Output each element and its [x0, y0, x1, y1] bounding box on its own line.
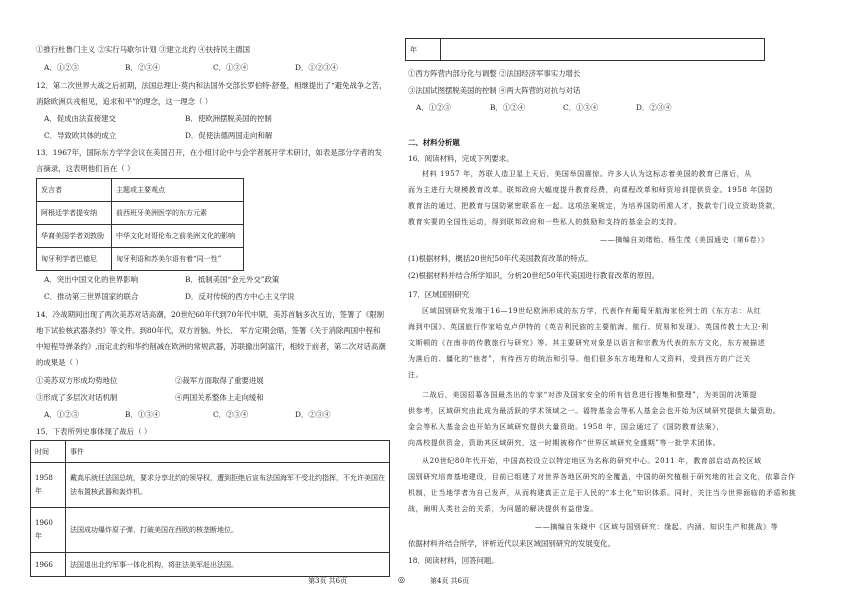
q17-para2-line4: 向高校提供资金，资助其区域研究，这一时期被称作“世界区域研究全盛期”等一批学术团体。: [408, 439, 721, 447]
q15-event-1966: 法国退出北约军事一体化机构，将驻法美军赶出法国。: [66, 553, 390, 577]
q15-table-continued: [405, 38, 765, 61]
binding-mark-icon: ◎: [398, 575, 405, 584]
q17-para1-line4: 为落后的、僵化的“他者”，有待西方的统治和引导。他们很多东方地理和人文资料，受到西方的广泛关: [408, 355, 751, 363]
q16-material-line1: 材料 1957 年，苏联人造卫星上天后，美国举国震惊。许多人认为这标志着美国的教育已落后，从: [422, 170, 752, 178]
q17-stem: 17．区域国别研究: [408, 290, 470, 299]
q16-material-line2: 而为主进行大规模教育改革。联邦政府大幅度提升教育经费，向课程改革和师资培训提供资金。1958 年国防: [408, 186, 774, 194]
q16-requirement-1: (1)根据材料，概括20世纪50年代美国教育改革的特点。: [408, 254, 593, 263]
q17-source: ——摘编自朱晓中《区域与国别研究：缘起、内涵、知识生产和挑战》等: [535, 523, 779, 531]
q11-choice-c: C．①③④: [213, 63, 249, 72]
q13-header-speaker: 发言者: [37, 179, 112, 202]
q13-cell: 中华文化对哥伦布之前美洲文化的影响: [112, 225, 244, 248]
q11-options: ①推行杜鲁门主义 ②实行马歇尔计划 ③建立北约 ④扶持民主德国: [36, 45, 250, 54]
q17-para1-line1: 区域国别研究发端于16—19世纪欧洲形成的东方学，代表作有葡萄牙航海家伦列士的《东方志：从红: [422, 307, 762, 315]
q13-cell: 华裔美国学者刘敦励: [37, 225, 112, 248]
q14-option-3: ③形成了多层次对话机制: [36, 393, 118, 402]
q15-table: [30, 440, 390, 577]
right-page: [408, 0, 860, 608]
q14-choice-c: C．②③④: [213, 410, 249, 419]
footer-page-3: 第3页 共6页: [308, 577, 348, 585]
q16-requirement-2: (2)根据材料并结合所学知识，分析20世纪50年代美国进行教育改革的原因。: [408, 271, 659, 280]
q14-option-1: ①美苏双方形成均势地位: [36, 376, 118, 385]
q15-choice-a: A．①②③: [416, 103, 451, 112]
q13-table: [36, 178, 244, 271]
q13-cell: 前西班牙美洲医学的东方元素: [112, 202, 244, 225]
q15-choice-c: C．①③④: [563, 103, 599, 112]
footer-page-4: 第4页 共6页: [430, 577, 470, 585]
q16-material-line4: 教育实要的全国性运动，得到联邦政府和一些私人的鼓励和支持的基金会的支持。: [408, 218, 682, 226]
q11-choice-d: D．①②③④: [295, 63, 338, 72]
q13-cell: 阿根廷学者提安纳: [37, 202, 112, 225]
q17-para3-line3: 机制，让当地学者为自己发声，从而构建真正立足于人民的“本土化”知识体系。同时，关注当今世界面临的矛盾和挑: [408, 489, 797, 497]
q16-source: ——摘编自刘绪贻、杨生茂《美国通史（第6卷）》: [600, 236, 769, 244]
q11-choice-a: A．①②③: [44, 63, 79, 72]
q17-requirement: 依据材料并结合所学，评析近代以来区域国别研究的发展变化。: [408, 539, 615, 548]
q13-choice-b: B．抵制美国“金元外交”政策: [185, 275, 280, 284]
q17-para1-line3: 文斯顿的《在南非的传教旅行与研究》等。其主要研究对象是以语言和宗教为代表的东方文化，东方被描述: [408, 339, 766, 347]
q13-stem-line1: 13．1967年，国际东方学学会议在美国召开，在小组讨论中与会学者展开学术研讨，如表是部分学者的发: [36, 148, 383, 157]
q15-header-event: 事件: [66, 441, 390, 463]
q18-stem: 18．阅读材料，回答问题。: [408, 556, 499, 565]
q17-para2-line3: 金会等私人基金会也开始为区域研究提供大量资助。1958 年，国会通过了《国防教育法案》，: [408, 423, 724, 431]
q15-year-1958: 1958 年: [31, 463, 66, 508]
q15-options-line1: ①西方阵营内部分化与调整 ②法国经济军事实力增长: [408, 69, 581, 78]
q13-choice-a: A．突出中国文化的世界影响: [44, 275, 139, 284]
section-title-material-analysis: 二、材料分析题: [408, 138, 460, 147]
q14-stem-line1: 14．冷战期间出现了两次美苏对话高潮，20世纪60年代到70年代中期，美苏首脑多次互访，签署了《限制: [36, 310, 385, 319]
q13-cell: 匈牙利语和苏美尔语有着“同一性”: [112, 248, 244, 271]
q12-choice-b: B．使欧洲摆脱美国的控制: [185, 114, 272, 123]
q13-header-topic: 主题或主要观点: [112, 179, 244, 202]
q16-stem: 16．阅读材料，完成下列要求。: [408, 154, 514, 163]
q15-continued-empty: [441, 39, 765, 61]
q17-para2-line1: 二战后，美国招募各国最杰出的专家“对涉及国家安全的所有信息进行搜集和整理”，为美国的决策提: [422, 391, 758, 399]
q15-continued-year: 年: [406, 39, 441, 61]
q15-choice-d: D．②③④: [636, 103, 672, 112]
q12-choice-d: D．促使法德两国走向和解: [185, 131, 273, 140]
q14-stem-line3: 中短程导弹条约》,而定北约和华约削减在欧洲的常规武器，苏联撤出阿富汗，相较于前者，第二次对话高潮: [36, 342, 386, 351]
q12-stem-line1: 12．第二次世界大战之后初期，法国总理让·莫内和法国外交部长罗伯特·舒曼，相继提出了“避免战争之苦，: [36, 81, 387, 90]
q15-choice-b: B．①②④: [490, 103, 525, 112]
q15-year-1966: 1966: [31, 553, 66, 577]
q15-event-1960: 法国成功爆炸原子弹，打破美国在西欧的核垄断地位。: [66, 508, 390, 553]
q14-choice-b: B．①③④: [125, 410, 160, 419]
q17-para1-line5: 注。: [408, 371, 424, 379]
q11-choice-b: B．②③④: [125, 63, 160, 72]
q12-stem-line2: 消除欧洲兵戎相见，追求和平”的理念，这一理念（ ）: [36, 97, 213, 106]
q17-para1-line2: 海到中国》、英国旅行作家哈克卢伊特的《英吉利民族的主要航海、航行、贸易和发现》、英国传教士大卫·利: [408, 323, 769, 331]
q17-para3-line1: 从20世纪80年代开始，中国高校设立以特定地区为名称的研究中心。2011 年，教育部启动高校区域: [422, 457, 762, 465]
q15-options-line2: ③法国试图摆脱美国的控制 ④两大阵营的对抗与对话: [408, 86, 581, 95]
q12-choice-a: A．促成由法直接建交: [44, 114, 116, 123]
q13-choice-d: D．反对传统的西方中心主义学说: [185, 292, 295, 301]
q13-cell: 匈牙利学者巴德尼: [37, 248, 112, 271]
q14-option-2: ②裁军方面取得了重要进展: [175, 376, 264, 385]
q13-stem-line2: 言摘录，这表明他们旨在（ ）: [36, 164, 135, 173]
q15-year-1960: 1960 年: [31, 508, 66, 553]
q17-para3-line2: 国别研究培育基地建设，目前已组建了对世界各地区研究的全覆盖，中国的研究植根于研究地的社会文化，依靠合作: [408, 473, 796, 481]
q15-stem: 15．下表所列史事体现了战后（ ）: [36, 427, 152, 436]
q14-stem-line4: 的成果是（ ）: [36, 358, 83, 367]
q17-para3-line4: 战，阐明人类社会的关系，为问题的解决提供有益借鉴。: [408, 505, 598, 513]
q14-option-4: ④两国关系整体上走向缓和: [175, 393, 264, 402]
q16-material-line3: 教育法的通过，把教育与国防紧密联系在一起。这项法案规定，为培养国防所需人才，拨款专门设立资助贷款，: [408, 202, 781, 210]
q14-stem-line2: 地下试验核武器条约》等文件。到80年代，双方首脑、外长、 军方定期会晤，签署《关于消除两国中程和: [36, 326, 381, 335]
q14-choice-d: D．②③④: [295, 410, 331, 419]
q12-choice-c: C．导致欧共体的成立: [44, 131, 117, 140]
q14-choice-a: A．①②③: [44, 410, 79, 419]
q15-header-time: 时间: [31, 441, 66, 463]
q17-para2-line2: 供参考，区域研究由此成为最活跃的学术领域之一。福特基金会等私人基金会也开始为区域研究提供大量资助。: [408, 407, 781, 415]
q13-choice-c: C．推动第三世界国家的联合: [44, 292, 139, 301]
q15-event-1958: 戴高乐就任法国总统，要求分享北约的领导权，遭到拒绝后宣布法国海军不受北约指挥，不允许美国在法布置核武器和轰炸机。: [66, 463, 390, 508]
